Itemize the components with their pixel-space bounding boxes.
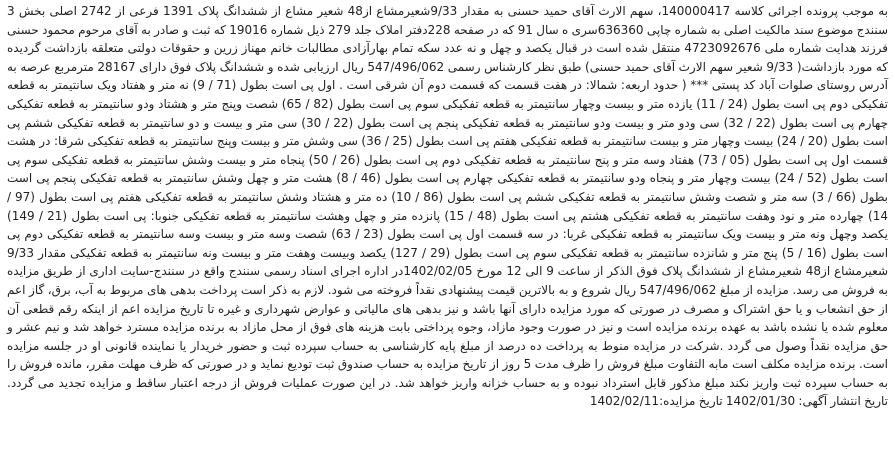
notice-body-text: به موجب پرونده اجرائی کلاسه 140000417، سهم الارث آقای حمید حسنی به مقدار 9/33شعیرمشاع از48 شعیر مشاع از ششدانگ پلاک 1391 فرعی از 2742 اصلی بخش 3 سنندج موضوع سند مالکیت اصلی به شماره چاپی 636360سری ه سال 91 که در صفحه 228دفتر املاک جلد 279 ذیل شماره 19016 که ثبت و صادر به آقای مرحوم محمود حسنی فرزند هدایت شماره ملی 4723092676 منتقل شده است در قبال یکصد و چهل و نه عدد سکه تمام بهارآزادی مطالبات خانم مهناز زرین و حقوقات دولتی متعلقه بازداشت گردیده که مورد بازداشت( 9/33 شعیر سهم الارث آقای حمید حسنی) طبق نظر کارشناس رسمی 547/496/062 ریال ارزیابی شده و ششدانگ پلاک فوق دارای 28167 مترمربع عرصه به آدرس روستای صلوات آباد کد پستی *** ( حدود اربعه: شمالا: در هفت قسمت که قسمت دوم آن شرقی است . اول پی است بطول (71 / 9) نه متر و هفتاد ویک سانتیمتر به قطعه تفکیکی دوم پی است بطول (24 / 11) یازده متر و بیست وچهار سانتیمتر به قطعه تفکیکی سوم پی است بطول (82 / 65) شصت وپنج متر و هشتاد ودو سانتیمتر به قطعه تفکیکی چهارم پی است بطول (22 / 32) سی ودو متر و بیست ودو سانتیمتر به قطعه تفکیکی پنجم پی است بطول (22 / 30) سی متر و بیست و دو سانتیمتر به قطعه تفکیکی ششم پی است بطول (20 / 24) بیست وچهار متر و بیست سانتیمتر به قطعه تفکیکی هفتم پی است بطول (25 / 36) سی وشش متر و بیست وپنج سانتیمتر به قطعه تفکیکی شرقا: در هشت قسمت اول پی است بطول (05 / 73) هفتاد وسه متر و پنج سانتیمتر به قطعه تفکیکی دوم پی است بطول (26 / 50) پنجاه متر و بیست وشش سانتیمتر به قطعه تفکیکی سوم پی است بطول (52 / 24) بیست وچهار متر و پنجاه ودو سانتیمتر به قطعه تفکیکی چهارم پی است بطول (46 / 8) هشت متر و چهل وشش سانتیمتر به قطعه تفکیکی پنجم پی است بطول (66 / 3) سه متر و شصت وشش سانتیمتر به قطعه تفکیکی ششم پی است بطول (86 / 10) ده متر و هشتاد وشش سانتیمتر به قطعه تفکیکی هفتم پی است بطول (97 / 14) چهارده متر و نود وهفت سانتیمتر به قطعه تفکیکی هشتم پی است بطول (48 / 15) پانزده متر و چهل وهشت سانتیمتر به قطعه تفکیکی جنوبا: پی است بطول (21 / 149) یکصد وچهل ونه متر و بیست ویک سانتیمتر به قطعه تفکیکی غربا: در سه قسمت اول پی است بطول (23 / 63) شصت وسه متر و بیست وسه سانتیمتر به قطعه تفکیکی دوم پی است بطول (16 / 5) پنج متر و شانزده سانتیمتر به قطعه تفکیکی سوم پی است بطول (29 / 127) یکصد وبیست وهفت متر و بیست ونه سانتیمتر به قطعه تفکیکی مقدار 9/33 شعیرمشاع از48 شعیرمشاع از ششدانگ پلاک فوق الذکر از ساعت 9 الی 12 مورخ 1402/02/05در اداره اجرای اسناد رسمی سنندج واقع در سنندج-سایت اداری از طریق مزایده به فروش می رسد. مزایده از مبلغ 547/496/062 ریال شروع و به بالاترین قیمت پیشنهادی نقداً فروخته می شود. لازم به ذکر است پرداخت بدهی های مربوط به آب، برق، گاز اعم از حق انشعاب و یا حق اشتراک و مصرف در صورتی که مورد مزایده دارای آنها باشد و نیز بدهی های مالیاتی و عوارض شهرداری و غیره تا تاریخ مزایده اعم از اینکه رقم قطعی آن معلوم شده یا نشده باشد به عهده برنده مزایده است و نیز در صورت وجود مازاد، وجوه پرداختی بابت هزینه های فوق از محل مازاد به برنده مزایده مسترد خواهد شد و نیم عشر و حق مزایده نقداً وصول می گردد .شرکت در مزایده منوط به پرداخت ده درصد از مبلغ پایه کارشناسی به حساب سپرده ثبت و حضور خریدار یا نماینده قانونی او در جلسه مزایده است. برنده مزایده مکلف است مابه التفاوت مبلغ فروش را ظرف مدت 5 روز از تاریخ مزایده به حساب صندوق ثبت توديع نمايد و در صورتی که ظرف مهلت مقرر، مانده فروش را به حساب سپرده ثبت واریز نکند مبلغ مذکور قابل استرداد نبوده و به حساب خزانه واریز خواهد شد. در این صورت عملیات فروش از درجه اعتبار ساقط و مزایده تجدید می گردد. تاریخ انتشار آگهی: 1402/01/30 تاریخ مزایده:1402/02/11 xyxy=(7,4,889,409)
